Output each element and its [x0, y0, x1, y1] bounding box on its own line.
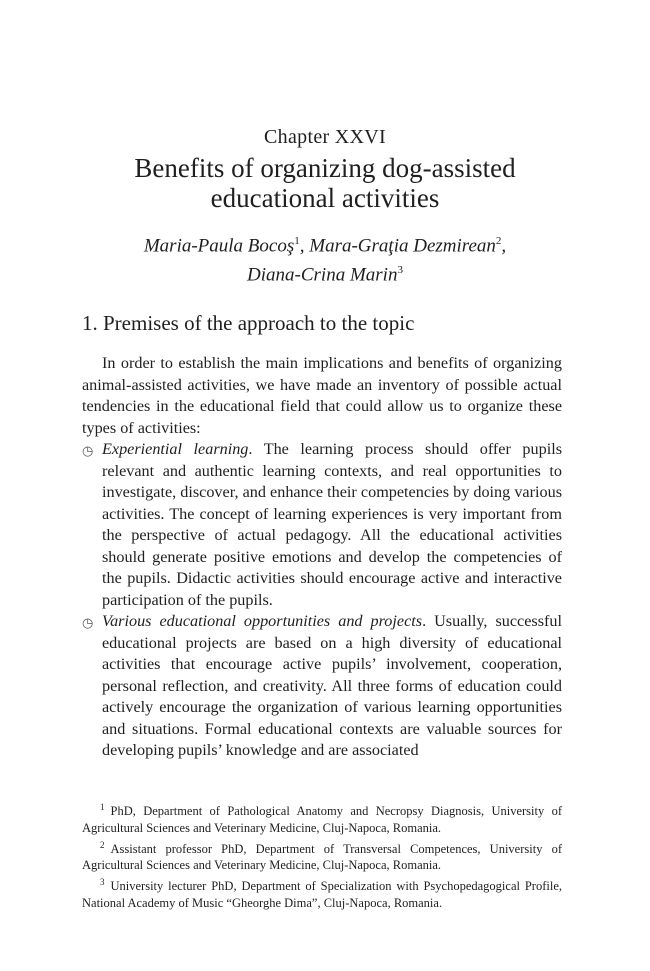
footnotes: [82, 799, 562, 912]
footnote-mark: 3: [100, 877, 105, 888]
body-text: [82, 353, 562, 762]
footnote: [82, 799, 562, 837]
authors-line-2: [0, 258, 650, 287]
section-heading: 1. Premises of the approach to the topic: [82, 311, 415, 335]
list-item-lead: Various educational opportunities and projects: [102, 612, 423, 630]
footnote-mark: 1: [100, 802, 105, 812]
footnote-ref[interactable]: 2: [495, 235, 502, 247]
list-item-text: . Usually, successful educational projects are based on a high diversity of educational activities that encourage active pupils’ involvement, cooperation, personal reflection, and creativity. All three forms of education could actively encourage the organization of various learning opportunities and situations. Formal educational contexts are valuable sources for developing pupils’ knowledge and are associated: [102, 612, 562, 759]
author-name: Mara-Graţia Dezmirean: [309, 235, 496, 257]
footnote: [82, 874, 562, 912]
footnote-text: Assistant professor PhD, Department of Transversal Competences, University of Agricultural Sciences and Veterinary Medicine, Cluj-Napoca, Romania.: [82, 841, 562, 873]
footnote-mark: 2: [100, 839, 105, 850]
list-item-text: . The learning process should offer pupils relevant and authentic learning contexts, and real opportunities to investigate, discover, and enhance their competencies by doing various activities. The concept of learning experiences is very important from the perspective of actual pedagogy. All the educational activities should generate positive emotions and develop the competencies of the pupils. Didactic activities should encourage active and interactive participation of the pupils.: [102, 440, 562, 609]
chapter-number: Chapter XXVI: [264, 126, 386, 148]
intro-paragraph: In order to establish the main implications and benefits of organizing animal-assisted activities, we have made an inventory of possible actual tendencies in the educational field that could allow us to organize these types of activities:: [82, 354, 562, 437]
list-item: [82, 611, 562, 762]
author-name: Maria-Paula Bocoş: [143, 235, 295, 257]
title-line-2: educational activities: [210, 183, 440, 213]
clock-bullet-icon: ◷: [82, 443, 94, 458]
title-line-1: Benefits of organizing dog-assisted: [134, 153, 516, 183]
author-list: [0, 229, 650, 288]
authors-line-1: Maria-Paula Bocoş$^1$, Mara-Graţia Dezmirean$^2$,: [143, 235, 507, 257]
footnote-ref[interactable]: 3: [397, 264, 403, 277]
chapter-title: [0, 153, 650, 213]
footnote: [82, 837, 562, 875]
footnote-text: PhD, Department of Pathological Anatomy and Necropsy Diagnosis, University of Agricultural Sciences and Veterinary Medicine, Cluj-Napoca, Romania.: [82, 804, 562, 835]
author-name: Diana-Crina Marin: [247, 264, 398, 286]
list-item-lead: Experiential learning: [102, 440, 249, 458]
clock-bullet-icon: ◷: [82, 615, 94, 630]
footnote-text: University lecturer PhD, Department of Specialization with Psychopedagogical Profile, National Academy of Music “Gheorghe Dima”, Cluj-Napoca, Romania.: [82, 879, 562, 910]
list-item: [82, 439, 562, 611]
footnote-ref[interactable]: 1: [294, 235, 300, 247]
